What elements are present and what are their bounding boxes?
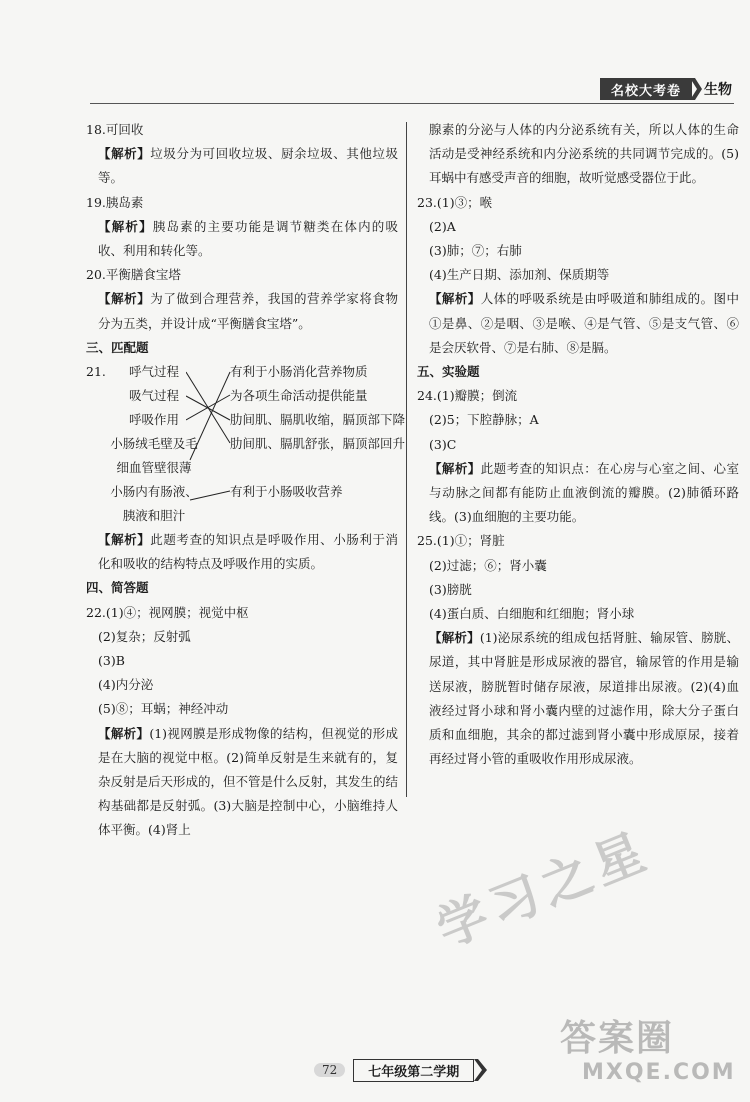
chevron-decoration-icon [690, 78, 702, 100]
q21-analysis-text: 此题考查的知识点是呼吸作用、小肠利于消化和吸收的结构特点及呼吸作用的实质。 [98, 532, 398, 572]
q22-analysis [86, 722, 398, 843]
q25-part1: 25.(1)①；肾脏 [417, 533, 505, 549]
q23-part3: (3)肺；⑦；右肺 [429, 243, 522, 259]
q25-part2: (2)过滤；⑥；肾小囊 [429, 557, 547, 573]
watermark-mxqe: MXQE.COM [582, 1060, 736, 1085]
arrow-right-icon [474, 1058, 488, 1082]
q18-analysis [86, 142, 398, 190]
match-right-item: 有利于小肠吸收营养 [230, 484, 343, 500]
q25-part4: (4)蛋白质、白细胞和红细胞；肾小球 [429, 606, 635, 622]
header-rule [90, 103, 734, 104]
q19-analysis-text: 胰岛素的主要功能是调节糖类在体内的吸收、利用和转化等。 [98, 218, 398, 259]
q22-part1: 22.(1)④；视网膜；视觉中枢 [86, 604, 249, 620]
q25-analysis-text: (1)泌尿系统的组成包括肾脏、输尿管、膀胱、尿道，其中肾脏是形成尿液的器官，输尿管的作用是输送尿液，膀胱暂时储存尿液，尿道排出尿液。(2)(4)血液经过肾小球和肾小囊内壁的过滤作用，除大分子蛋白质和血细胞，其余的都过滤到肾小囊中形成原尿，接着再经过肾小管的重吸收作用形成尿液。 [429, 630, 739, 767]
analysis-tag: 【解析】 [429, 460, 481, 476]
analysis-tag: 【解析】 [98, 218, 153, 234]
q20-answer: 20.平衡膳食宝塔 [86, 267, 181, 283]
q24-analysis [417, 457, 739, 530]
match-left-item: 呼吸作用 [128, 412, 179, 428]
q24-part1: 24.(1)瓣膜；倒流 [417, 388, 518, 404]
q23-part2: (2)A [429, 218, 456, 234]
q22-part3: (3)B [98, 653, 125, 669]
q19-analysis [86, 215, 398, 263]
match-left-item: 呼气过程 [128, 364, 179, 380]
term-label: 七年级第二学期 [353, 1059, 474, 1082]
match-right-item: 肋间肌、膈肌收缩，膈顶部下降 [230, 412, 406, 428]
q22-part5: (5)⑧；耳蜗；神经冲动 [98, 701, 229, 717]
q22-part4: (4)内分泌 [98, 677, 154, 693]
q22-part2: (2)复杂；反射弧 [98, 628, 191, 644]
subject-label: 生物 [704, 82, 732, 98]
watermark-xuexizhixing: 学习之星 [428, 820, 659, 959]
analysis-tag: 【解析】 [429, 630, 480, 646]
q22-analysis-text: (1)视网膜是形成物像的结构，但视觉的形成是在大脑的视觉中枢。(2)简单反射是生来就有的，复杂反射是后天形成的，但不管是什么反射，其发生的结构基础都是反射弧。(3)大脑是控制中心，小脑维持人体平衡。(4)肾上 [98, 725, 399, 838]
analysis-tag: 【解析】 [98, 146, 151, 162]
q21-matching [86, 360, 406, 528]
q23-part4: (4)生产日期、添加剂、保质期等 [429, 267, 610, 283]
q23-analysis [417, 287, 739, 360]
footer [314, 1058, 488, 1082]
q19-answer: 19.胰岛素 [86, 194, 144, 210]
q24-part2: (2)5；下腔静脉；A [429, 412, 539, 428]
match-left-item: 吸气过程 [128, 388, 179, 404]
q18-analysis-text: 垃圾分为可回收垃圾、厨余垃圾、其他垃圾等。 [98, 146, 398, 186]
q20-analysis-text: 为了做到合理营养，我国的营养学家将食物分为五类，并设计成“平衡膳食宝塔”。 [98, 291, 398, 331]
q21-analysis [86, 528, 398, 576]
analysis-tag: 【解析】 [429, 291, 481, 307]
section-experiment: 五、实验题 [417, 364, 480, 380]
right-column [417, 118, 739, 771]
matching-lines [186, 360, 232, 528]
q22-analysis-continued: 腺素的分泌与人体的内分泌系统有关，所以人体的生命活动是受神经系统和内分泌系统的共同调节完成的。(5)耳蜗中有感受声音的细胞，故听觉感受器位于此。 [429, 122, 739, 186]
match-right-item: 有利于小肠消化营养物质 [230, 364, 368, 380]
q25-analysis [417, 626, 739, 771]
analysis-tag: 【解析】 [98, 725, 150, 741]
series-badge: 名校大考卷 [600, 78, 692, 100]
match-right-item: 肋间肌、膈肌舒张，膈顶部回升 [230, 436, 406, 452]
q21-number: 21. [86, 364, 106, 380]
page-number: 72 [314, 1063, 345, 1077]
section-matching: 三、匹配题 [86, 339, 149, 355]
q25-part3: (3)膀胱 [429, 581, 472, 597]
q18-answer: 18.可回收 [86, 122, 144, 137]
column-divider [406, 122, 407, 797]
match-left-item: 小肠绒毛壁及毛 [110, 436, 198, 452]
match-left-item: 细血管壁很薄 [116, 460, 192, 476]
match-right-item: 为各项生命活动提供能量 [230, 388, 368, 404]
q24-analysis-text: 此题考查的知识点：在心房与心室之间、心室与动脉之间都有能防止血液倒流的瓣膜。(2)肺循环路线。(3)血细胞的主要功能。 [429, 460, 739, 525]
q23-part1: 23.(1)③；喉 [417, 194, 493, 210]
watermark-daanquan: 答案圈 [560, 1018, 675, 1059]
section-short-answer: 四、简答题 [86, 580, 149, 596]
left-column [86, 118, 406, 843]
analysis-tag: 【解析】 [98, 532, 151, 548]
analysis-tag: 【解析】 [98, 291, 151, 307]
match-left-item: 小肠内有肠液、 [110, 484, 198, 500]
match-left-item: 胰液和胆汁 [122, 508, 186, 524]
q23-analysis-text: 人体的呼吸系统是由呼吸道和肺组成的。图中①是鼻、②是咽、③是喉、④是气管、⑤是支气管、⑥是会厌软骨、⑦是右肺、⑧是膈。 [429, 291, 739, 355]
q24-part3: (3)C [429, 436, 457, 452]
q20-analysis [86, 287, 398, 335]
